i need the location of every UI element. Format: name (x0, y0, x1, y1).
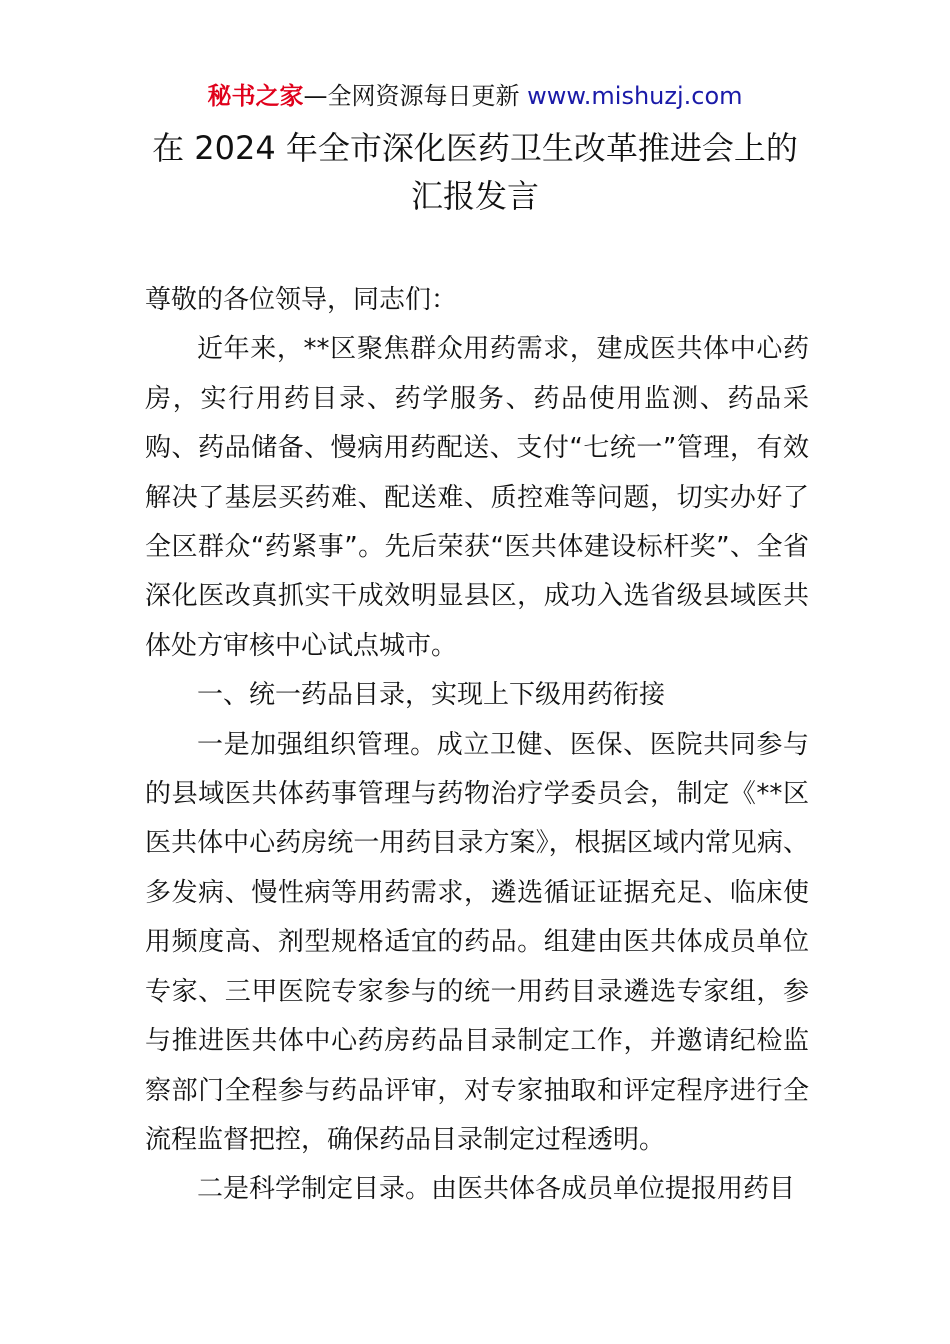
paragraph-intro: 近年来，**区聚焦群众用药需求，建成医共体中心药房，实行用药目录、药学服务、药品使用监测、药品采购、药品储备、慢病用药配送、支付“七统一”管理，有效解决了基层买药难、配送难、质控难等问题，切实办好了全区群众“药紧事”。先后荣获“医共体建设标杆奖”、全省深化医改真抓实干成效明显县区，成功入选省级县域医共体处方审核中心试点城市。 (145, 334, 809, 661)
paragraph-organization: 一是加强组织管理。成立卫健、医保、医院共同参与的县域医共体药事管理与药物治疗学委员会，制定《**区医共体中心药房统一用药目录方案》，根据区域内常见病、多发病、慢性病等用药需求，遴选循证证据充足、临床使用频度高、剂型规格适宜的药品。组建由医共体成员单位专家、三甲医院专家参与的统一用药目录遴选专家组，参与推进医共体中心药房药品目录制定工作，并邀请纪检监察部门全程参与药品评审，对专家抽取和评定程序进行全流程监督把控，确保药品目录制定过程透明。 (145, 729, 809, 1155)
brand-name: 秘书之家 (207, 82, 304, 110)
paragraph-catalog: 二是科学制定目录。由医共体各成员单位提报用药目 (197, 1174, 796, 1205)
section-heading-1: 一、统一药品目录，实现上下级用药衔接 (197, 680, 666, 711)
banner-slogan: —全网资源每日更新 (303, 82, 528, 110)
site-banner (0, 80, 950, 112)
document-title-line-1: 在 2024 年全市深化医药卫生改革推进会上的 (152, 129, 798, 167)
document-title-line-2: 汇报发言 (410, 177, 539, 215)
document-body (145, 276, 809, 1215)
site-url[interactable]: www.mishuzj.com (527, 82, 743, 110)
salutation: 尊敬的各位领导，同志们： (145, 285, 458, 315)
